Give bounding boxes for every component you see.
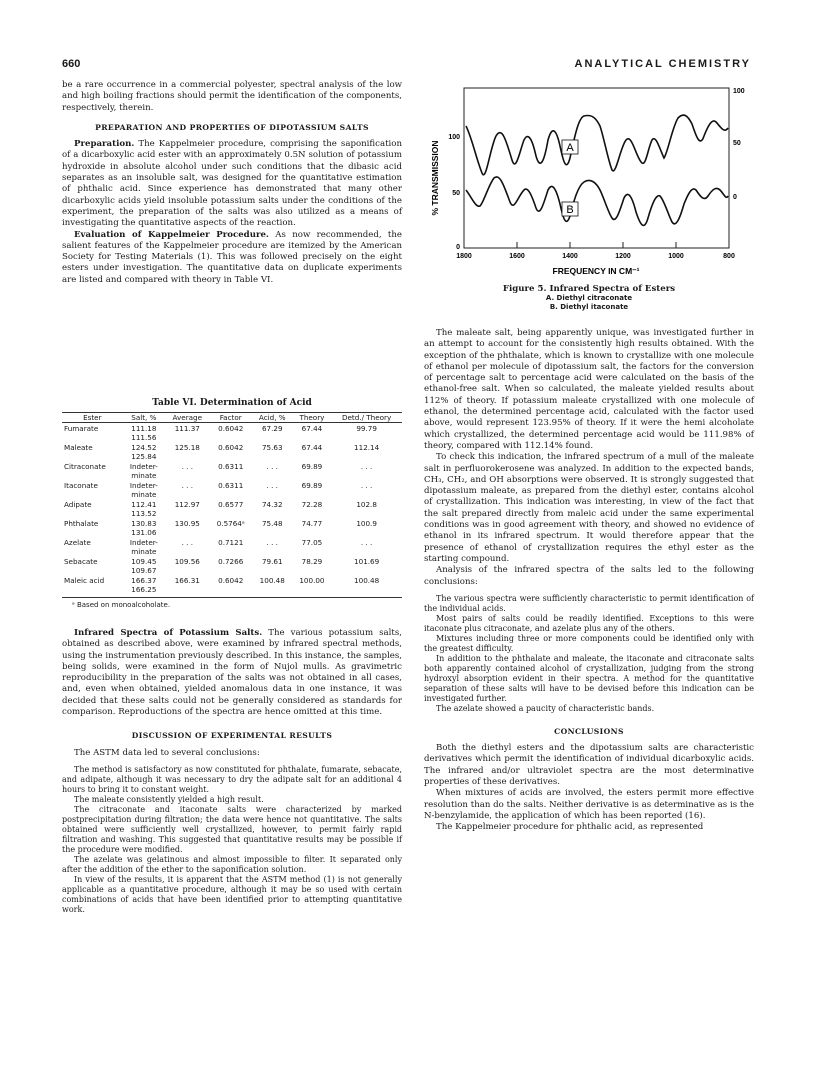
- figure-caption-b: B. Diethyl itaconate: [549, 303, 629, 311]
- page-number: 660: [62, 58, 81, 70]
- table-cell: 100.00: [299, 576, 325, 585]
- table-cell: . . .: [181, 481, 194, 490]
- y-axis-label: % TRANSMISSION: [430, 140, 440, 216]
- table-header-cell: Detd./ Theory: [341, 413, 392, 422]
- table-footnote: ᵃ Based on monoalcoholate.: [72, 601, 171, 609]
- table-cell: 111.18 111.56: [131, 424, 157, 442]
- table-cell: 109.56: [174, 557, 200, 566]
- list-item: The maleate consistently yielded a high result.: [74, 794, 264, 804]
- x-tick-label: 1400: [562, 253, 578, 260]
- table-row: [62, 480, 402, 499]
- right-tick-label: 50: [733, 140, 741, 147]
- table-cell: 100.48: [354, 576, 380, 585]
- figure-caption-title: Figure 5. Infrared Spectra of Esters: [502, 284, 676, 294]
- table-cell: 74.32: [261, 500, 283, 509]
- evaluation-label: Evaluation of Kappelmeier Procedure.: [74, 229, 269, 240]
- table-row: [62, 499, 402, 518]
- table-cell: 101.69: [354, 557, 380, 566]
- table-cell: 111.37: [174, 424, 200, 433]
- x-tick-label: 1600: [509, 253, 525, 260]
- table-cell: . . .: [266, 462, 278, 471]
- x-axis-label: FREQUENCY IN CM⁻¹: [552, 266, 640, 276]
- list-item: The citraconate and itaconate salts were characterized by marked postprecipitation during filtration; the data were hence not quantitative. The salts obtained were sufficiently well crystallized, however, to permit fairly rapid filtration and washing. This suggested that quantitative results may be possible if the procedure were modified.: [62, 804, 402, 854]
- table-cell: . . .: [266, 481, 278, 490]
- infrared-text: The various potassium salts, obtained as described above, were examined by infrared spectral methods, using the instrumentation previously described. In this instance, the samples, being solids, were examined in the form of Nujol mulls. As gravimetric reproducibility in the preparation of the salts was not obtained in all cases, and, even when obtained, yielded anomalous data in one instance, it was decided that these salts could not be generally considered as standards for comparison. Reproductions of the spectra are hence omitted at this time.: [62, 628, 402, 718]
- table-header-cell: Acid, %: [258, 413, 286, 422]
- curve-label-a: A: [566, 142, 574, 154]
- table-cell: . . .: [360, 481, 373, 490]
- table-cell: 0.7121: [218, 538, 244, 547]
- list-item: The method is satisfactory as now constituted for phthalate, fumarate, sebacate, and adipate, although it was necessary to dry the adipate salt for an additional 4 hours to bring it to constant weight.: [62, 764, 402, 794]
- table-cell: 0.6042: [218, 424, 244, 433]
- preparation-label: Preparation.: [74, 139, 135, 150]
- table-cell: 99.79: [356, 424, 377, 433]
- x-tick-label: 1000: [668, 253, 684, 260]
- intro-paragraph: be a rare occurrence in a commercial polyester, spectral analysis of the low and high boiling fractions should permit the identification of the components, respectively, therein.: [62, 80, 402, 113]
- table-cell: 100.9: [356, 519, 377, 528]
- table-cell: Adipate: [64, 500, 92, 509]
- left-column: [62, 80, 402, 286]
- x-tick-label: 1200: [615, 253, 631, 260]
- table-cell: 102.8: [356, 500, 377, 509]
- mull-paragraph: To check this indication, the infrared spectrum of a mull of the maleate salt in perfluorokerosene was analyzed. In addition to the expected bands, CH₃, CH₂, and OH absorptions were observed. It is strongly suggested that dipotassium maleate, as prepared from the diethyl ester, contains alcohol of crystallization. This indication was interesting, in view of the fact that the salt prepared directly from maleic acid under the same experimental conditions was in good agreement with theory, and showed no evidence of ethanol in its infrared spectrum. It would therefore appear that the presence of ethanol of crystallization requires the ethyl ester as the starting compound.: [424, 452, 754, 564]
- table-cell: 74.77: [301, 519, 323, 528]
- table-header-cell: Salt, %: [131, 413, 157, 422]
- table-cell: Sebacate: [64, 557, 98, 566]
- table-cell: 124.52 125.84: [131, 443, 157, 461]
- table-cell: 79.61: [261, 557, 283, 566]
- astm-intro: The ASTM data led to several conclusions:: [74, 747, 260, 758]
- table-cell: Phthalate: [64, 519, 99, 528]
- table-cell: 0.6311: [218, 481, 244, 490]
- table-cell: 0.6577: [218, 500, 244, 509]
- table-header-cell: Ester: [83, 413, 102, 422]
- list-item: The various spectra were sufficiently characteristic to permit identification of the individual acids.: [424, 593, 754, 613]
- table-cell: Citraconate: [64, 462, 106, 471]
- right-tick-label: 100: [733, 88, 745, 95]
- table-cell: Maleic acid: [64, 576, 105, 585]
- table-cell: 0.6042: [218, 576, 244, 585]
- analysis-paragraph: Analysis of the infrared spectra of the salts led to the following conclusions:: [424, 565, 754, 587]
- section-heading-discussion: DISCUSSION OF EXPERIMENTAL RESULTS: [131, 731, 333, 741]
- table-cell: . . .: [181, 462, 194, 471]
- table-row: [62, 423, 402, 443]
- right-tick-label: 0: [733, 194, 737, 201]
- table-cell: 75.63: [261, 443, 283, 452]
- section-heading-preparation: PREPARATION AND PROPERTIES OF DIPOTASSIUM SALTS: [95, 122, 369, 132]
- list-item: The azelate showed a paucity of characteristic bands.: [436, 703, 655, 713]
- table-header-cell: Average: [172, 413, 203, 422]
- left-tick-label: 0: [456, 244, 460, 251]
- journal-title: ANALYTICAL CHEMISTRY: [574, 58, 751, 70]
- table-cell: 0.6311: [218, 462, 244, 471]
- infrared-paragraph: [62, 628, 402, 718]
- table-cell: . . .: [266, 538, 278, 547]
- table-cell: Indeter- minate: [129, 538, 158, 556]
- preparation-paragraph: [62, 139, 402, 229]
- table-cell: 112.14: [354, 443, 380, 452]
- table-row: [62, 556, 402, 575]
- figure-caption-a: A. Diethyl citraconate: [545, 294, 633, 302]
- table-cell: 69.89: [301, 481, 323, 490]
- right-conclusions-list: [424, 594, 754, 714]
- evaluation-paragraph: [62, 230, 402, 286]
- table-cell: Indeter- minate: [129, 462, 158, 480]
- acid-table: [62, 412, 402, 594]
- table-cell: 69.89: [301, 462, 323, 471]
- table-row: [62, 575, 402, 594]
- figure-5-ir-spectra: [424, 78, 754, 318]
- table-cell: 166.31: [174, 576, 200, 585]
- table-caption: Table VI. Determination of Acid: [152, 398, 312, 408]
- curve-label-b: B: [566, 204, 574, 216]
- evaluation-text: As now recommended, the salient features of the Kappelmeier procedure are itemized by the American Society for Testing Materials (1). This was followed precisely on the eight esters under investigation. The quantitative data on duplicate experiments are listed and compared with theory in Table VI.: [62, 229, 403, 285]
- table-row: [62, 518, 402, 537]
- table-cell: 77.05: [301, 538, 323, 547]
- table-header-cell: Factor: [219, 413, 242, 422]
- list-item: In addition to the phthalate and maleate, the itaconate and citraconate salts both apparently contained alcohol of crystallization, judging from the strong hydroxyl absorption evident in their spectra. A method for the quantitative separation of these salts will have to be devised before this indication can be investigated further.: [424, 653, 754, 703]
- table-cell: Maleate: [64, 443, 93, 452]
- spectrum-curve-a: [466, 115, 728, 175]
- spectrum-curve-b: [466, 177, 728, 226]
- left-tick-label: 50: [452, 190, 460, 197]
- list-item: Mixtures including three or more components could be identified only with the greatest difficulty.: [424, 633, 754, 653]
- list-item: Most pairs of salts could be readily identified. Exceptions to this were itaconate plus citraconate, and azelate plus any of the others.: [424, 613, 754, 633]
- conclusion-paragraph-2: When mixtures of acids are involved, the esters permit more effective resolution than do the salts. Neither derivative is as determinative as is the N-benzylamide, the application of which has been reported (16).: [424, 788, 754, 821]
- table-cell: . . .: [360, 462, 373, 471]
- table-cell: 166.37 166.25: [131, 576, 157, 594]
- table-cell: 67.44: [301, 443, 323, 452]
- x-tick-label: 1800: [456, 253, 472, 260]
- table-cell: 112.41 113.52: [131, 500, 157, 518]
- conclusion-paragraph-1: Both the diethyl esters and the dipotassium salts are characteristic derivatives which permit the identification of individual dicarboxylic acids. The infrared and/or ultraviolet spectra are the most determinative properties of these derivatives.: [424, 743, 754, 788]
- table-cell: . . .: [360, 538, 373, 547]
- maleate-paragraph: The maleate salt, being apparently unique, was investigated further in an attempt to account for the consistently high results obtained. With the exception of the phthalate, which is known to crystallize with one molecule of ethanol per molecule of dipotassium salt, the factors for the conversion of percentage salt to percentage acid were calculated on the basis of the ethanol-free salt. When so calculated, the maleate yielded results about 112% of theory. If potassium maleate crystallized with one molecule of ethanol, the determined percentage acid, calculated with the factor used above, would represent 123.95% of theory. If it were the hemi alcoholate which crystallized, the determined percentage acid would be 111.98% of theory, compared with 112.14% found.: [424, 328, 754, 451]
- table-cell: 72.28: [301, 500, 323, 509]
- conclusion-paragraph-3: The Kappelmeier procedure for phthalic acid, as represented: [436, 822, 704, 833]
- table-cell: 0.5764ᵃ: [216, 519, 245, 528]
- table-cell: 0.6042: [218, 443, 244, 452]
- figure-caption: [424, 284, 754, 312]
- table-cell: 75.48: [261, 519, 283, 528]
- table-row: [62, 537, 402, 556]
- right-column: [424, 328, 754, 834]
- table-cell: 67.44: [301, 424, 323, 433]
- section-heading-conclusions: CONCLUSIONS: [554, 726, 624, 736]
- table-cell: 78.29: [301, 557, 323, 566]
- table-vi: [62, 398, 402, 609]
- table-cell: 67.29: [261, 424, 283, 433]
- table-cell: 100.48: [259, 576, 285, 585]
- infrared-label: Infrared Spectra of Potassium Salts.: [74, 628, 263, 638]
- table-cell: Itaconate: [64, 481, 98, 490]
- table-cell: 125.18: [174, 443, 200, 452]
- table-cell: 130.83 131.06: [131, 519, 157, 537]
- table-cell: . . .: [181, 538, 194, 547]
- preparation-text: The Kappelmeier procedure, comprising the saponification of a dicarboxylic acid ester with an approximately 0.5N solution of potassium hydroxide in absolute alcohol under such conditions that the dibasic acid separates as an insoluble salt, was designed for the quantitative estimation of phthalic acid. Since experience has demonstrated that many other dicarboxylic acids yield insoluble potassium salts under the conditions of the experiment, the preparation of the salts was also utilized as a means of investigating the quantitative aspects of the reaction.: [62, 139, 402, 229]
- list-item: In view of the results, it is apparent that the ASTM method (1) is not generally applicable as a quantitative procedure, although it may be so used with certain combinations of acids that have been identified prior to attempting quantitative work.: [62, 874, 402, 914]
- left-conclusions-list: [62, 765, 402, 915]
- left-tick-label: 100: [448, 134, 460, 141]
- table-row: [62, 442, 402, 461]
- table-row: [62, 461, 402, 480]
- table-cell: 0.7266: [218, 557, 244, 566]
- list-item: The azelate was gelatinous and almost impossible to filter. It separated only after the addition of the ether to the saponification solution.: [62, 854, 402, 874]
- table-cell: Fumarate: [64, 424, 99, 433]
- table-cell: 112.97: [174, 500, 200, 509]
- table-cell: 109.45 109.67: [131, 557, 157, 575]
- table-header-cell: Theory: [299, 413, 325, 422]
- table-cell: 130.95: [174, 519, 200, 528]
- left-column-lower: [62, 628, 402, 915]
- table-cell: Indeter- minate: [129, 481, 158, 499]
- x-tick-label: 800: [723, 253, 735, 260]
- table-cell: Azelate: [64, 538, 91, 547]
